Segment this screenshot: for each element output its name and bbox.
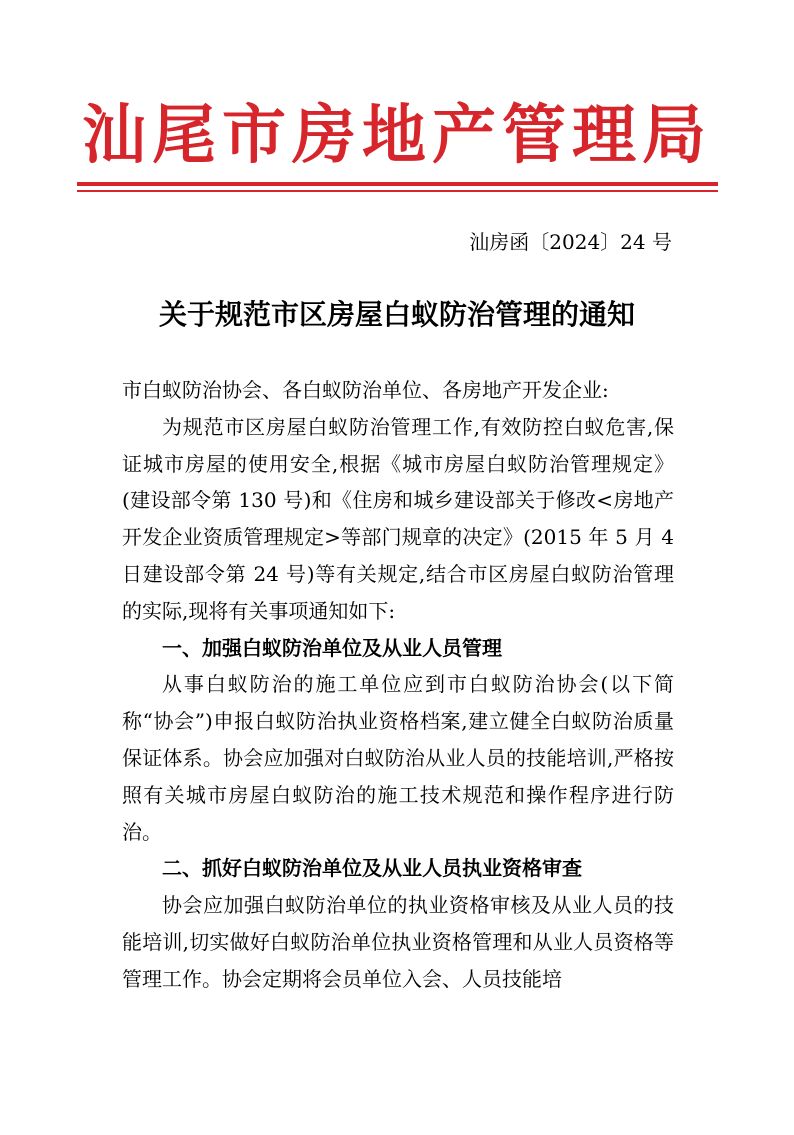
section-heading-2: 二、抓好白蚁防治单位及从业人员执业资格审查 [162,856,582,881]
document-title: 关于规范市区房屋白蚁防治管理的通知 [158,298,635,331]
addressee: 市白蚁防治协会、各白蚁防治单位、各房地产开发企业: [122,378,609,402]
header-rule-thin [77,190,718,192]
agency-header: 汕尾市房地产管理局 [82,98,712,173]
section-paragraph-2: 协会应加强白蚁防治单位的执业资格审核及从业人员的技能培训,切实做好白蚁防治单位执业资格管理和从业人员资格等管理工作。协会定期将会员单位入会、人员技能培 [122,893,674,991]
intro-paragraph: 为规范市区房屋白蚁防治管理工作,有效防控白蚁危害,保证城市房屋的使用安全,根据《城市房屋白蚁防治管理规定》(建设部令第 130 号)和《住房和城乡建设部关于修改<房地产开发企业资质管理规定>等部门规章的决定》(2015 年 5 月 4 日建设部令第 24 号)等有关规定,结合市区房屋白蚁防治管理的实际,现将有关事项通知如下: [122,414,674,623]
document-body [122,372,674,998]
document-number: 汕房函〔2024〕24 号 [469,230,672,254]
header-rule-thick [77,182,718,186]
section-heading-1: 一、加强白蚁防治单位及从业人员管理 [162,635,502,660]
section-paragraph-1: 从事白蚁防治的施工单位应到市白蚁防治协会(以下简称“协会”)申报白蚁防治执业资格档案,建立健全白蚁防治质量保证体系。协会应加强对白蚁防治从业人员的技能培训,严格按照有关城市房屋白蚁防治的施工技术规范和操作程序进行防治。 [122,672,674,844]
